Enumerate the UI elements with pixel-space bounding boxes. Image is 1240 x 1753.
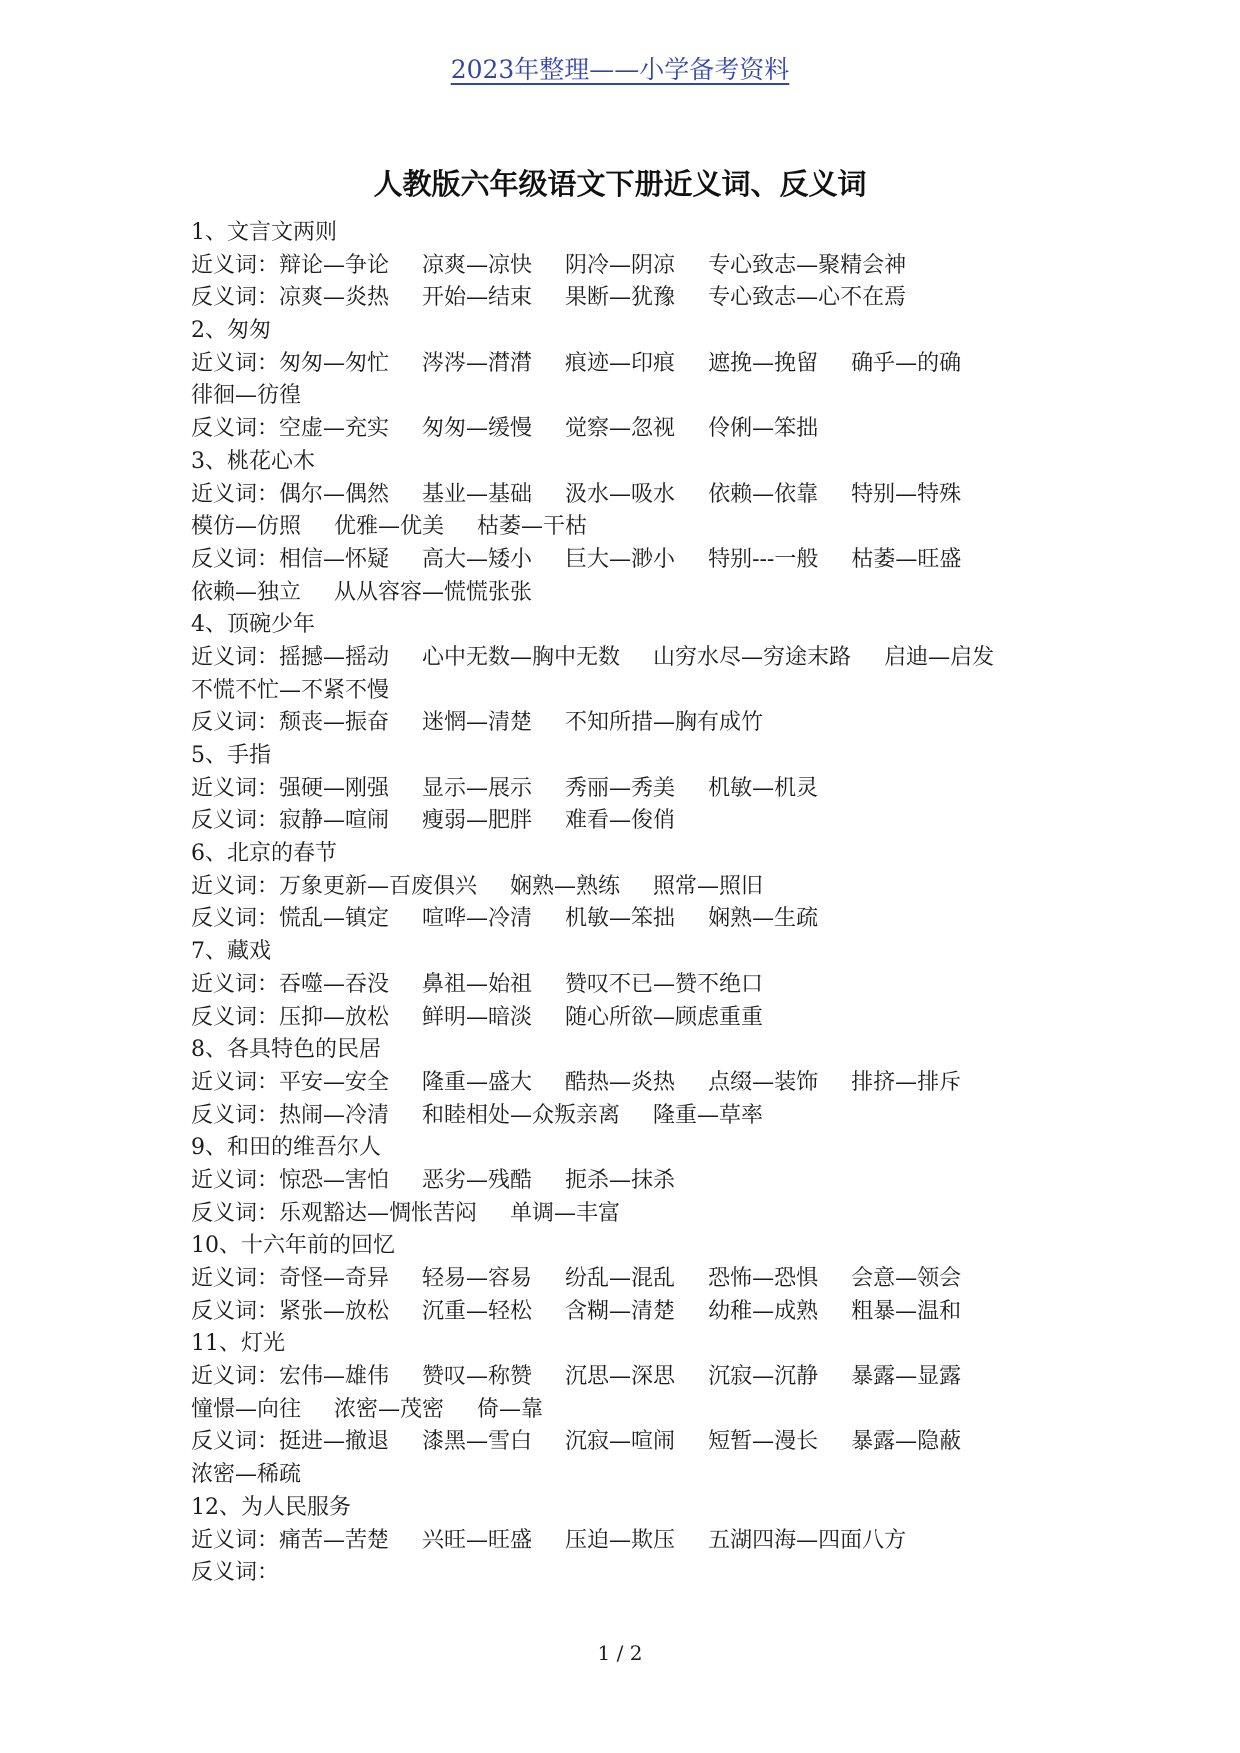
page-number: 1 / 2	[597, 1641, 643, 1665]
antonym-line	[191, 544, 1191, 577]
synonym-line	[191, 1525, 1191, 1558]
antonym-pair: 含糊—清楚	[565, 1298, 676, 1324]
antonym-label: 反义词：	[191, 1102, 280, 1128]
synonym-pair: 沉思—深思	[565, 1364, 676, 1390]
synonym-pair: 徘徊—彷徨	[191, 383, 302, 409]
antonym-pair: 热闹—冷清	[279, 1102, 390, 1128]
antonym-line	[191, 1198, 1191, 1231]
synonym-pair: 暴露—显露	[851, 1364, 962, 1390]
antonym-pair: 短暂—漫长	[708, 1429, 819, 1455]
antonym-label: 反义词：	[191, 285, 280, 311]
synonym-label: 近义词：	[191, 1069, 280, 1095]
antonym-pair: 沉寂—喧闹	[565, 1429, 676, 1455]
synonym-pair: 会意—领会	[851, 1266, 962, 1291]
antonym-pair: 寂静—喧闹	[279, 808, 390, 834]
antonym-pair: 不知所措—胸有成竹	[565, 710, 764, 736]
synonym-pair: 枯萎—干枯	[477, 514, 588, 540]
synonym-pair: 宏伟—雄伟	[279, 1364, 390, 1390]
antonym-pair: 隆重—草率	[653, 1102, 764, 1128]
synonym-pair: 确乎—的确	[851, 350, 962, 376]
antonym-label: 反义词：	[191, 1560, 280, 1586]
synonym-label: 近义词：	[191, 252, 280, 278]
synonym-line	[191, 380, 1191, 413]
synonym-pair: 恐怖—恐惧	[708, 1266, 819, 1291]
synonym-pair: 强硬—刚强	[279, 775, 390, 801]
antonym-pair: 压抑—放松	[279, 1004, 390, 1030]
synonym-pair: 倚—靠	[477, 1396, 544, 1422]
antonym-line	[191, 903, 1191, 936]
antonym-pair: 挺进—撤退	[279, 1429, 390, 1455]
synonym-pair: 兴旺—旺盛	[422, 1527, 533, 1553]
antonym-pair: 浓密—稀疏	[191, 1462, 302, 1488]
antonym-pair: 漆黑—雪白	[422, 1429, 533, 1455]
antonym-line	[191, 1557, 1191, 1590]
antonym-label: 反义词：	[191, 710, 280, 736]
antonym-pair: 迷惘—清楚	[422, 710, 533, 736]
antonym-pair: 单调—丰富	[510, 1200, 621, 1226]
antonym-label: 反义词：	[191, 906, 280, 932]
antonym-line	[191, 1459, 1191, 1492]
synonym-pair: 排挤—排斥	[851, 1069, 962, 1095]
synonym-pair: 赞叹—称赞	[422, 1364, 533, 1390]
synonym-pair: 惊恐—害怕	[279, 1167, 390, 1193]
antonym-pair: 娴熟—生疏	[708, 906, 819, 932]
synonym-line	[191, 871, 1191, 904]
synonym-pair: 秀丽—秀美	[565, 775, 676, 801]
synonym-line	[191, 1067, 1191, 1100]
antonym-pair: 难看—俊俏	[565, 808, 676, 834]
synonym-pair: 平安—安全	[279, 1069, 390, 1095]
synonym-pair: 万象更新—百废俱兴	[279, 873, 478, 899]
synonym-label: 近义词：	[191, 1167, 280, 1193]
antonym-pair: 枯萎—旺盛	[851, 546, 962, 572]
antonym-pair: 伶俐—笨拙	[708, 416, 819, 442]
synonym-pair: 压迫—欺压	[565, 1527, 676, 1553]
synonym-pair: 依赖—依靠	[708, 481, 819, 507]
section-heading: 4、顶碗少年	[191, 612, 315, 638]
antonym-pair: 觉察—忽视	[565, 416, 676, 442]
synonym-pair: 吞噬—吞没	[279, 971, 390, 997]
synonym-pair: 浓密—茂密	[334, 1396, 445, 1422]
synonym-label: 近义词：	[191, 1266, 280, 1291]
section-heading: 9、和田的维吾尔人	[191, 1135, 381, 1161]
antonym-pair: 紧张—放松	[279, 1298, 390, 1324]
synonym-pair: 模仿—仿照	[191, 514, 302, 540]
synonym-label: 近义词：	[191, 971, 280, 997]
synonym-label: 近义词：	[191, 873, 280, 899]
synonym-pair: 痕迹—印痕	[565, 350, 676, 376]
antonym-label: 反义词：	[191, 808, 280, 834]
antonym-line	[191, 805, 1191, 838]
synonym-line	[191, 969, 1191, 1002]
antonym-pair: 慌乱—镇定	[279, 906, 390, 932]
synonym-pair: 遮挽—挽留	[708, 350, 819, 376]
synonym-line	[191, 1394, 1191, 1427]
section-heading: 8、各具特色的民居	[191, 1037, 381, 1063]
antonym-pair: 高大—矮小	[422, 546, 533, 572]
antonym-pair: 特别---一般	[708, 546, 819, 572]
antonym-pair: 从从容容—慌慌张张	[334, 579, 533, 605]
antonym-pair: 乐观豁达—惆怅苦闷	[279, 1200, 478, 1226]
section-heading: 3、桃花心木	[191, 448, 315, 474]
section-heading: 11、灯光	[191, 1331, 285, 1357]
section-heading: 10、十六年前的回忆	[191, 1233, 395, 1259]
header-link[interactable]: 2023年整理——小学备考资料	[450, 55, 790, 84]
antonym-pair: 空虚—充实	[279, 416, 390, 442]
antonym-label: 反义词：	[191, 416, 280, 442]
antonym-label: 反义词：	[191, 1200, 280, 1226]
synonym-pair: 娴熟—熟练	[510, 873, 621, 899]
synonym-pair: 专心致志—聚精会神	[708, 252, 907, 278]
antonym-line	[191, 282, 1191, 315]
document-body	[191, 217, 1191, 1590]
synonym-pair: 阴冷—阴凉	[565, 252, 676, 278]
synonym-pair: 纷乱—混乱	[565, 1266, 676, 1291]
synonym-line	[191, 1361, 1191, 1394]
synonym-pair: 轻易—容易	[422, 1266, 533, 1291]
antonym-label: 反义词：	[191, 1004, 280, 1030]
antonym-line	[191, 707, 1191, 740]
section-heading: 7、藏戏	[191, 939, 271, 965]
antonym-pair: 机敏—笨拙	[565, 906, 676, 932]
synonym-pair: 匆匆—匆忙	[279, 350, 390, 376]
synonym-pair: 辩论—争论	[279, 252, 390, 278]
antonym-line	[191, 1426, 1191, 1459]
synonym-pair: 涔涔—潸潸	[422, 350, 533, 376]
antonym-pair: 鲜明—暗淡	[422, 1004, 533, 1030]
antonym-line	[191, 1002, 1191, 1035]
synonym-pair: 痛苦—苦楚	[279, 1527, 390, 1553]
antonym-pair: 专心致志—心不在焉	[708, 285, 907, 311]
synonym-pair: 鼻祖—始祖	[422, 971, 533, 997]
synonym-pair: 特别—特殊	[851, 481, 962, 507]
synonym-line	[191, 675, 1191, 708]
synonym-label: 近义词：	[191, 481, 280, 507]
synonym-pair: 摇撼—摇动	[279, 644, 390, 670]
antonym-pair: 开始—结束	[422, 285, 533, 311]
synonym-pair: 启迪—启发	[884, 644, 995, 670]
synonym-line	[191, 479, 1191, 512]
antonym-pair: 凉爽—炎热	[279, 285, 390, 311]
synonym-line	[191, 348, 1191, 381]
synonym-line	[191, 773, 1191, 806]
antonym-pair: 随心所欲—顾虑重重	[565, 1004, 764, 1030]
synonym-pair: 汲水—吸水	[565, 481, 676, 507]
antonym-pair: 依赖—独立	[191, 579, 302, 605]
synonym-pair: 不慌不忙—不紧不慢	[191, 677, 390, 703]
synonym-pair: 山穷水尽—穷途末路	[653, 644, 852, 670]
synonym-label: 近义词：	[191, 775, 280, 801]
synonym-pair: 隆重—盛大	[422, 1069, 533, 1095]
synonym-label: 近义词：	[191, 644, 280, 670]
synonym-pair: 点缀—装饰	[708, 1069, 819, 1095]
section-heading: 1、文言文两则	[191, 220, 337, 245]
antonym-pair: 喧哗—冷清	[422, 906, 533, 932]
synonym-pair: 奇怪—奇异	[279, 1266, 390, 1291]
section-heading: 2、匆匆	[191, 318, 271, 344]
page-title: 人教版六年级语文下册近义词、反义词	[373, 167, 867, 201]
antonym-label: 反义词：	[191, 1298, 280, 1324]
synonym-pair: 恶劣—残酷	[422, 1167, 533, 1193]
section-heading: 5、手指	[191, 743, 271, 768]
antonym-pair: 暴露—隐蔽	[851, 1429, 962, 1455]
synonym-label: 近义词：	[191, 1364, 280, 1390]
synonym-pair: 赞叹不已—赞不绝口	[565, 971, 764, 997]
synonym-pair: 五湖四海—四面八方	[708, 1527, 907, 1553]
section-heading: 6、北京的春节	[191, 841, 337, 867]
synonym-pair: 显示—展示	[422, 775, 533, 801]
synonym-pair: 偶尔—偶然	[279, 481, 390, 507]
section-heading: 12、为人民服务	[191, 1494, 351, 1520]
antonym-pair: 匆匆—缓慢	[422, 416, 533, 442]
synonym-pair: 照常—照旧	[653, 873, 764, 899]
synonym-line	[191, 1263, 1191, 1296]
antonym-pair: 粗暴—温和	[851, 1298, 962, 1324]
synonym-pair: 酷热—炎热	[565, 1069, 676, 1095]
synonym-label: 近义词：	[191, 1527, 280, 1553]
antonym-pair: 果断—犹豫	[565, 285, 676, 311]
antonym-pair: 相信—怀疑	[279, 546, 390, 572]
antonym-pair: 沉重—轻松	[422, 1298, 533, 1324]
synonym-line	[191, 511, 1191, 544]
antonym-label: 反义词：	[191, 1429, 280, 1455]
synonym-line	[191, 1165, 1191, 1198]
synonym-pair: 扼杀—抹杀	[565, 1167, 676, 1193]
synonym-pair: 优雅—优美	[334, 514, 445, 540]
antonym-pair: 和睦相处—众叛亲离	[422, 1102, 621, 1128]
synonym-line	[191, 250, 1191, 283]
synonym-pair: 基业—基础	[422, 481, 533, 507]
synonym-pair: 机敏—机灵	[708, 775, 819, 801]
antonym-line	[191, 413, 1191, 446]
antonym-pair: 颓丧—振奋	[279, 710, 390, 736]
antonym-line	[191, 577, 1191, 610]
synonym-label: 近义词：	[191, 350, 280, 376]
antonym-pair: 幼稚—成熟	[708, 1298, 819, 1324]
synonym-pair: 凉爽—凉快	[422, 252, 533, 278]
antonym-label: 反义词：	[191, 546, 280, 572]
synonym-pair: 憧憬—向往	[191, 1396, 302, 1422]
page-header	[0, 55, 1240, 85]
synonym-pair: 心中无数—胸中无数	[422, 644, 621, 670]
antonym-line	[191, 1296, 1191, 1329]
antonym-pair: 巨大—渺小	[565, 546, 676, 572]
antonym-pair: 瘦弱—肥胖	[422, 808, 533, 834]
synonym-line	[191, 642, 1191, 675]
synonym-pair: 沉寂—沉静	[708, 1364, 819, 1390]
antonym-line	[191, 1100, 1191, 1133]
